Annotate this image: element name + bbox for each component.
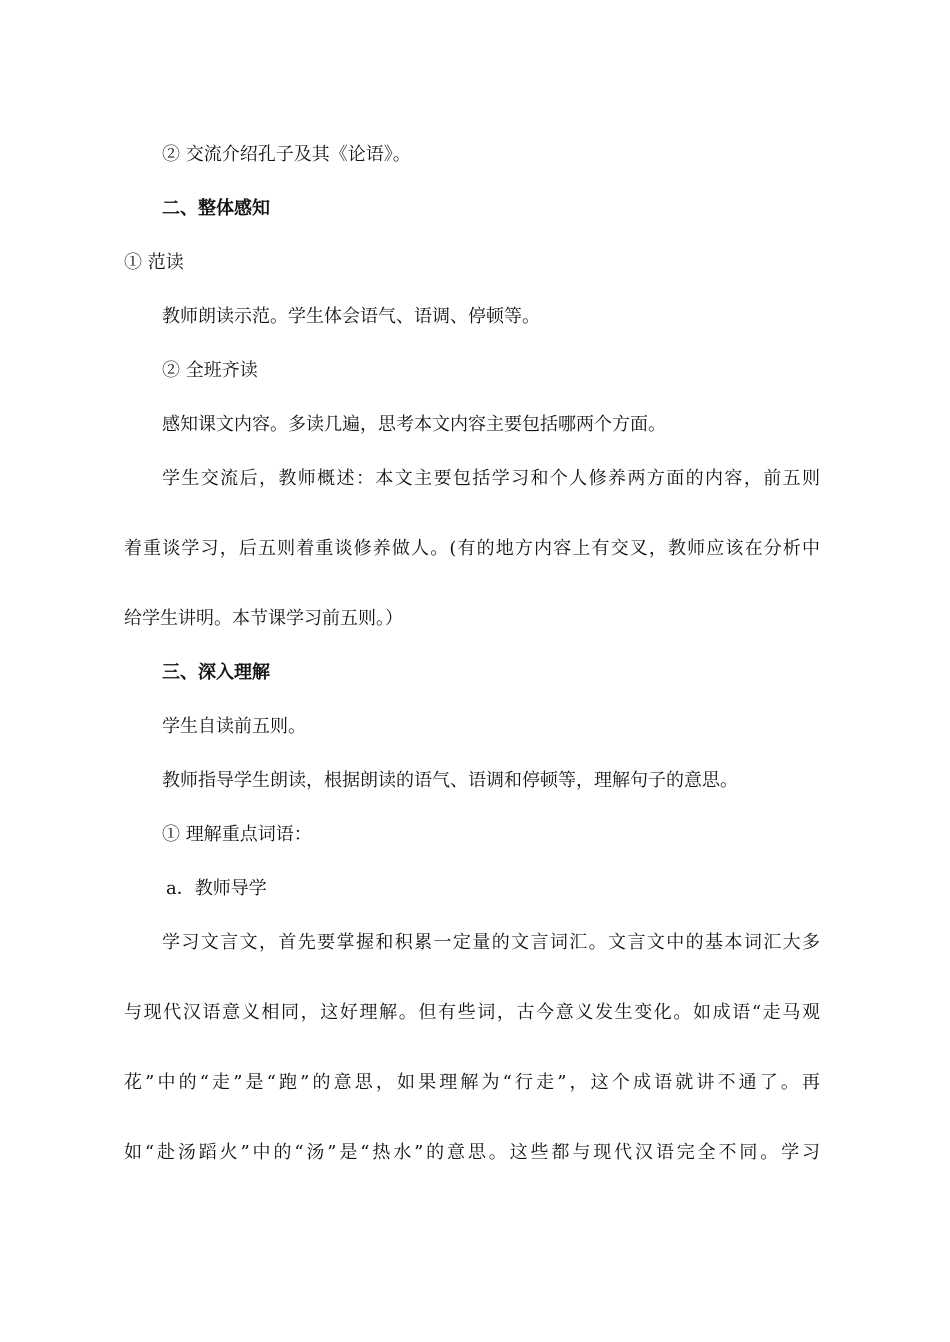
paragraph-summary-line-3: 给学生讲明。本节课学习前五则。） — [124, 608, 403, 629]
paragraph-classical-line-2: 与现代汉语意义相同，这好理解。但有些词，古今意义发生变化。如成语“走马观 — [124, 1002, 820, 1023]
paragraph-self-reading: 学生自读前五则。 — [162, 716, 306, 737]
item-introduce-confucius: ② 交流介绍孔子及其《论语》。 — [162, 144, 411, 165]
paragraph-guided-reading: 教师指导学生朗读，根据朗读的语气、语调和停顿等，理解句子的意思。 — [162, 770, 738, 791]
paragraph-summary-line-2: 着重谈学习，后五则着重谈修养做人。(有的地方内容上有交叉，教师应该在分析中 — [124, 538, 820, 559]
section-heading-deep-understanding: 三、深入理解 — [162, 662, 270, 683]
paragraph-classical-line-3: 花”中的“走”是“跑”的意思，如果理解为“行走”，这个成语就讲不通了。再 — [124, 1072, 820, 1093]
paragraph-classical-line-1: 学习文言文，首先要掌握和积累一定量的文言词汇。文言文中的基本词汇大多 — [162, 932, 820, 953]
paragraph-summary-line-1: 学生交流后，教师概述：本文主要包括学习和个人修养两方面的内容，前五则 — [162, 468, 820, 489]
paragraph-perceive-content: 感知课文内容。多读几遍，思考本文内容主要包括哪两个方面。 — [162, 414, 666, 435]
item-teacher-guide: a．教师导学 — [166, 878, 267, 899]
section-heading-overall-perception: 二、整体感知 — [162, 198, 270, 219]
item-model-reading: ① 范读 — [124, 252, 184, 273]
paragraph-teacher-reading: 教师朗读示范。学生体会语气、语调、停顿等。 — [162, 306, 540, 327]
paragraph-classical-line-4: 如“赴汤蹈火”中的“汤”是“热水”的意思。这些都与现代汉语完全不同。学习 — [124, 1142, 820, 1163]
item-class-reading: ② 全班齐读 — [162, 360, 258, 381]
item-key-words: ① 理解重点词语： — [162, 824, 312, 845]
